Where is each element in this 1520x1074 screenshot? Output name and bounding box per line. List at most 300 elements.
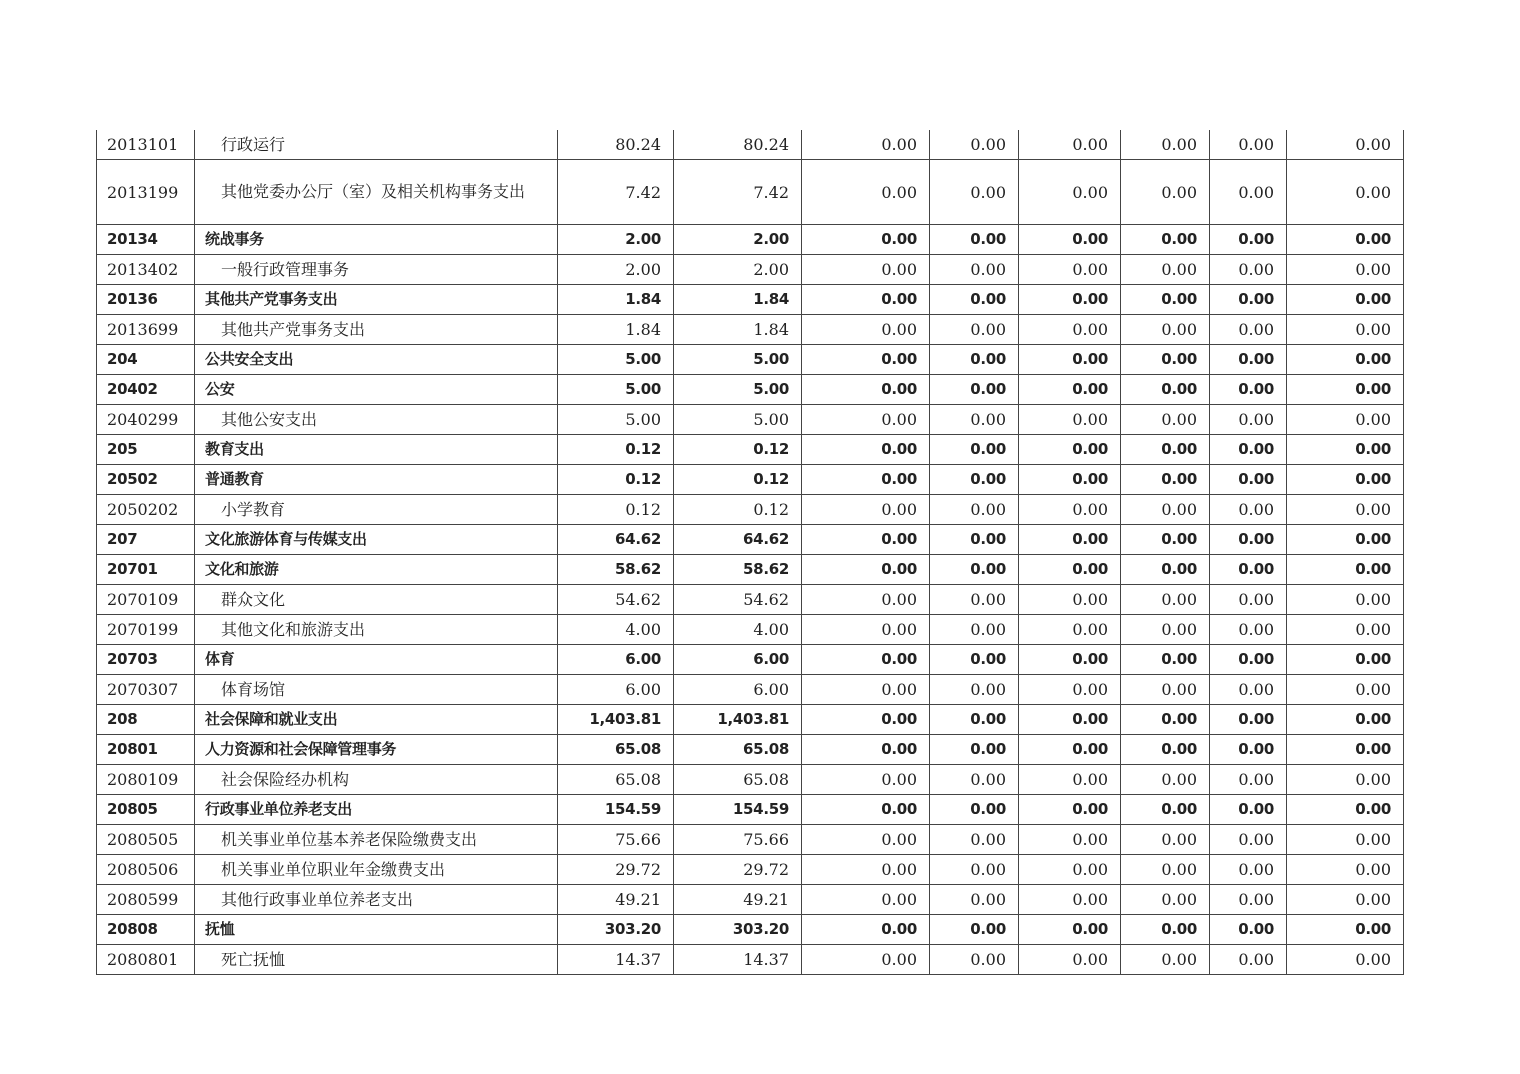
amount-cell: 0.00 [1287, 405, 1404, 435]
amount-cell: 0.00 [1121, 555, 1210, 585]
amount-cell: 0.00 [802, 495, 930, 525]
budget-table-container [96, 130, 1403, 975]
amount-cell: 64.62 [558, 525, 674, 555]
subject-name-text: 体育场馆 [221, 680, 286, 699]
amount-cell: 0.00 [1019, 675, 1121, 705]
subject-name-cell [195, 615, 558, 645]
amount-cell: 54.62 [674, 585, 802, 615]
amount-cell: 0.00 [1210, 915, 1287, 945]
amount-cell: 0.00 [1121, 345, 1210, 375]
amount-cell: 0.00 [1121, 945, 1210, 975]
subject-code-cell: 20402 [97, 375, 195, 405]
amount-cell: 0.00 [802, 855, 930, 885]
subject-name-text: 统战事务 [205, 230, 264, 248]
amount-cell: 0.00 [930, 645, 1019, 675]
table-row [97, 375, 1404, 405]
amount-cell: 0.00 [802, 945, 930, 975]
table-row [97, 525, 1404, 555]
amount-cell: 0.00 [1121, 225, 1210, 255]
budget-expenditure-table [96, 130, 1404, 975]
amount-cell: 0.00 [930, 435, 1019, 465]
amount-cell: 64.62 [674, 525, 802, 555]
amount-cell: 0.00 [802, 615, 930, 645]
amount-cell: 4.00 [674, 615, 802, 645]
amount-cell: 0.00 [1019, 765, 1121, 795]
subject-name-text: 一般行政管理事务 [221, 260, 350, 279]
table-row [97, 705, 1404, 735]
subject-code-cell: 2013699 [97, 315, 195, 345]
amount-cell: 0.00 [1287, 345, 1404, 375]
subject-name-cell [195, 555, 558, 585]
subject-name-text: 群众文化 [221, 590, 286, 609]
amount-cell: 0.00 [1287, 945, 1404, 975]
subject-name-cell [195, 585, 558, 615]
amount-cell: 0.00 [802, 675, 930, 705]
subject-name-cell [195, 885, 558, 915]
amount-cell: 303.20 [558, 915, 674, 945]
amount-cell: 0.00 [1287, 675, 1404, 705]
amount-cell: 54.62 [558, 585, 674, 615]
amount-cell: 1,403.81 [558, 705, 674, 735]
amount-cell: 5.00 [558, 375, 674, 405]
amount-cell: 0.00 [1121, 795, 1210, 825]
subject-name-cell [195, 825, 558, 855]
amount-cell: 58.62 [674, 555, 802, 585]
amount-cell: 1,403.81 [674, 705, 802, 735]
subject-code-cell: 2080506 [97, 855, 195, 885]
table-row [97, 225, 1404, 255]
amount-cell: 0.00 [1210, 495, 1287, 525]
table-row [97, 945, 1404, 975]
table-row [97, 915, 1404, 945]
amount-cell: 0.00 [1019, 160, 1121, 225]
amount-cell: 0.00 [1019, 315, 1121, 345]
amount-cell: 0.12 [674, 465, 802, 495]
amount-cell: 0.00 [1121, 915, 1210, 945]
subject-code-cell: 208 [97, 705, 195, 735]
amount-cell: 0.00 [1121, 585, 1210, 615]
amount-cell: 0.00 [930, 945, 1019, 975]
subject-name-text: 其他公安支出 [221, 410, 318, 429]
subject-name-text: 小学教育 [221, 500, 286, 519]
amount-cell: 0.00 [930, 225, 1019, 255]
subject-name-text: 社会保障和就业支出 [205, 710, 338, 728]
subject-code-cell: 2070307 [97, 675, 195, 705]
amount-cell: 0.00 [930, 765, 1019, 795]
amount-cell: 0.00 [1121, 885, 1210, 915]
amount-cell: 2.00 [674, 225, 802, 255]
amount-cell: 0.00 [930, 375, 1019, 405]
subject-code-cell: 2013101 [97, 130, 195, 160]
table-row [97, 885, 1404, 915]
amount-cell: 75.66 [558, 825, 674, 855]
amount-cell: 0.00 [802, 465, 930, 495]
amount-cell: 0.00 [1210, 225, 1287, 255]
amount-cell: 0.00 [1210, 615, 1287, 645]
subject-name-text: 教育支出 [205, 440, 264, 458]
table-body [97, 130, 1404, 975]
amount-cell: 1.84 [558, 315, 674, 345]
amount-cell: 0.00 [802, 375, 930, 405]
subject-code-cell: 2050202 [97, 495, 195, 525]
amount-cell: 0.00 [1210, 255, 1287, 285]
amount-cell: 0.00 [802, 130, 930, 160]
table-row [97, 405, 1404, 435]
subject-name-cell [195, 255, 558, 285]
amount-cell: 0.00 [930, 825, 1019, 855]
subject-name-text: 公共安全支出 [205, 350, 294, 368]
subject-name-cell [195, 130, 558, 160]
subject-name-cell [195, 465, 558, 495]
amount-cell: 0.00 [1121, 315, 1210, 345]
amount-cell: 0.00 [930, 585, 1019, 615]
amount-cell: 6.00 [674, 675, 802, 705]
subject-code-cell: 20134 [97, 225, 195, 255]
subject-code-cell: 2080505 [97, 825, 195, 855]
amount-cell: 0.00 [1019, 585, 1121, 615]
subject-name-cell [195, 705, 558, 735]
amount-cell: 0.00 [1019, 465, 1121, 495]
amount-cell: 0.00 [930, 885, 1019, 915]
subject-name-text: 普通教育 [205, 470, 264, 488]
amount-cell: 0.00 [930, 285, 1019, 315]
amount-cell: 6.00 [558, 645, 674, 675]
subject-name-cell [195, 645, 558, 675]
amount-cell: 0.00 [1210, 405, 1287, 435]
amount-cell: 0.00 [1019, 915, 1121, 945]
amount-cell: 65.08 [674, 765, 802, 795]
amount-cell: 0.00 [1210, 435, 1287, 465]
subject-name-cell [195, 675, 558, 705]
subject-name-text: 体育 [205, 650, 235, 668]
table-row [97, 735, 1404, 765]
amount-cell: 0.00 [930, 160, 1019, 225]
amount-cell: 5.00 [558, 345, 674, 375]
amount-cell: 1.84 [674, 315, 802, 345]
amount-cell: 0.00 [1287, 525, 1404, 555]
amount-cell: 0.00 [1287, 855, 1404, 885]
amount-cell: 6.00 [558, 675, 674, 705]
subject-name-cell [195, 225, 558, 255]
amount-cell: 0.00 [802, 885, 930, 915]
amount-cell: 0.00 [1121, 465, 1210, 495]
amount-cell: 0.00 [1287, 585, 1404, 615]
subject-name-cell [195, 735, 558, 765]
amount-cell: 0.00 [802, 255, 930, 285]
subject-name-cell [195, 160, 558, 225]
amount-cell: 0.00 [1121, 645, 1210, 675]
amount-cell: 0.00 [1121, 615, 1210, 645]
amount-cell: 0.00 [1019, 885, 1121, 915]
amount-cell: 0.00 [1121, 285, 1210, 315]
subject-code-cell: 2040299 [97, 405, 195, 435]
amount-cell: 0.12 [674, 435, 802, 465]
amount-cell: 0.00 [1121, 825, 1210, 855]
amount-cell: 0.00 [1287, 435, 1404, 465]
amount-cell: 0.00 [1019, 345, 1121, 375]
amount-cell: 0.00 [1210, 285, 1287, 315]
amount-cell: 0.00 [930, 315, 1019, 345]
amount-cell: 0.12 [558, 465, 674, 495]
table-row [97, 160, 1404, 225]
amount-cell: 0.00 [930, 495, 1019, 525]
subject-code-cell: 2080109 [97, 765, 195, 795]
subject-code-cell: 205 [97, 435, 195, 465]
amount-cell: 0.00 [1287, 225, 1404, 255]
table-row [97, 255, 1404, 285]
amount-cell: 0.00 [1210, 375, 1287, 405]
amount-cell: 0.00 [1287, 765, 1404, 795]
table-row [97, 495, 1404, 525]
amount-cell: 0.00 [930, 795, 1019, 825]
amount-cell: 0.00 [802, 765, 930, 795]
subject-name-text: 机关事业单位职业年金缴费支出 [221, 860, 446, 879]
amount-cell: 0.00 [1287, 555, 1404, 585]
amount-cell: 2.00 [558, 255, 674, 285]
subject-code-cell: 20703 [97, 645, 195, 675]
amount-cell: 0.00 [1210, 735, 1287, 765]
amount-cell: 0.00 [1287, 375, 1404, 405]
amount-cell: 0.00 [1210, 855, 1287, 885]
amount-cell: 0.00 [1287, 495, 1404, 525]
amount-cell: 0.00 [1121, 525, 1210, 555]
subject-code-cell: 20808 [97, 915, 195, 945]
subject-name-cell [195, 405, 558, 435]
amount-cell: 0.00 [1210, 345, 1287, 375]
amount-cell: 154.59 [558, 795, 674, 825]
amount-cell: 0.00 [930, 255, 1019, 285]
amount-cell: 0.00 [802, 705, 930, 735]
subject-name-text: 抚恤 [205, 920, 235, 938]
amount-cell: 0.00 [1121, 765, 1210, 795]
table-row [97, 645, 1404, 675]
amount-cell: 0.00 [1121, 855, 1210, 885]
amount-cell: 0.00 [1287, 825, 1404, 855]
amount-cell: 75.66 [674, 825, 802, 855]
amount-cell: 80.24 [674, 130, 802, 160]
subject-code-cell: 2080801 [97, 945, 195, 975]
amount-cell: 0.00 [1019, 285, 1121, 315]
subject-name-cell [195, 795, 558, 825]
subject-name-text: 其他党委办公厅（室）及相关机构事务支出 [221, 182, 526, 201]
subject-name-cell [195, 315, 558, 345]
amount-cell: 0.00 [802, 160, 930, 225]
amount-cell: 0.00 [802, 585, 930, 615]
subject-name-text: 文化旅游体育与传媒支出 [205, 530, 367, 548]
amount-cell: 0.00 [1121, 675, 1210, 705]
subject-name-text: 行政事业单位养老支出 [205, 800, 353, 818]
amount-cell: 14.37 [674, 945, 802, 975]
table-row [97, 465, 1404, 495]
amount-cell: 29.72 [674, 855, 802, 885]
amount-cell: 0.00 [802, 735, 930, 765]
amount-cell: 0.00 [802, 555, 930, 585]
amount-cell: 0.00 [930, 525, 1019, 555]
amount-cell: 0.00 [1019, 130, 1121, 160]
amount-cell: 0.00 [1121, 735, 1210, 765]
amount-cell: 0.00 [1019, 825, 1121, 855]
amount-cell: 0.12 [674, 495, 802, 525]
amount-cell: 0.00 [930, 465, 1019, 495]
amount-cell: 0.00 [1121, 130, 1210, 160]
subject-name-text: 其他共产党事务支出 [221, 320, 366, 339]
subject-name-cell [195, 915, 558, 945]
amount-cell: 0.00 [930, 555, 1019, 585]
table-row [97, 855, 1404, 885]
table-row [97, 585, 1404, 615]
amount-cell: 0.00 [1019, 525, 1121, 555]
subject-name-cell [195, 765, 558, 795]
amount-cell: 0.00 [1287, 615, 1404, 645]
amount-cell: 0.00 [1019, 615, 1121, 645]
subject-name-text: 其他文化和旅游支出 [221, 620, 366, 639]
amount-cell: 0.00 [802, 315, 930, 345]
amount-cell: 0.00 [1121, 405, 1210, 435]
amount-cell: 1.84 [558, 285, 674, 315]
amount-cell: 0.00 [1210, 130, 1287, 160]
amount-cell: 0.00 [802, 405, 930, 435]
amount-cell: 0.00 [802, 285, 930, 315]
amount-cell: 0.00 [1121, 255, 1210, 285]
amount-cell: 0.00 [802, 525, 930, 555]
amount-cell: 0.00 [1210, 555, 1287, 585]
amount-cell: 0.00 [1019, 735, 1121, 765]
amount-cell: 6.00 [674, 645, 802, 675]
amount-cell: 0.00 [1019, 495, 1121, 525]
amount-cell: 0.00 [1287, 885, 1404, 915]
amount-cell: 0.00 [930, 405, 1019, 435]
amount-cell: 65.08 [674, 735, 802, 765]
amount-cell: 7.42 [558, 160, 674, 225]
subject-name-text: 死亡抚恤 [221, 950, 286, 969]
subject-name-text: 公安 [205, 380, 235, 398]
subject-code-cell: 2080599 [97, 885, 195, 915]
amount-cell: 0.00 [1019, 855, 1121, 885]
amount-cell: 0.00 [1287, 705, 1404, 735]
amount-cell: 0.00 [1019, 705, 1121, 735]
amount-cell: 0.00 [1019, 225, 1121, 255]
amount-cell: 0.00 [930, 675, 1019, 705]
amount-cell: 80.24 [558, 130, 674, 160]
amount-cell: 0.00 [1287, 160, 1404, 225]
table-row [97, 795, 1404, 825]
amount-cell: 5.00 [674, 375, 802, 405]
subject-name-text: 社会保险经办机构 [221, 770, 350, 789]
amount-cell: 0.00 [930, 345, 1019, 375]
amount-cell: 2.00 [674, 255, 802, 285]
subject-name-cell [195, 375, 558, 405]
amount-cell: 0.00 [802, 825, 930, 855]
amount-cell: 4.00 [558, 615, 674, 645]
amount-cell: 0.00 [1121, 160, 1210, 225]
table-row [97, 825, 1404, 855]
amount-cell: 14.37 [558, 945, 674, 975]
table-row [97, 130, 1404, 160]
table-row [97, 435, 1404, 465]
amount-cell: 0.00 [1210, 705, 1287, 735]
table-row [97, 765, 1404, 795]
amount-cell: 0.00 [802, 225, 930, 255]
amount-cell: 0.00 [1210, 645, 1287, 675]
subject-name-cell [195, 525, 558, 555]
subject-code-cell: 20801 [97, 735, 195, 765]
amount-cell: 0.00 [930, 915, 1019, 945]
amount-cell: 0.00 [1287, 795, 1404, 825]
amount-cell: 154.59 [674, 795, 802, 825]
amount-cell: 0.00 [1210, 160, 1287, 225]
subject-name-text: 人力资源和社会保障管理事务 [205, 740, 397, 758]
amount-cell: 0.00 [1210, 825, 1287, 855]
amount-cell: 58.62 [558, 555, 674, 585]
subject-code-cell: 2070199 [97, 615, 195, 645]
amount-cell: 49.21 [558, 885, 674, 915]
subject-code-cell: 20136 [97, 285, 195, 315]
amount-cell: 0.00 [802, 645, 930, 675]
subject-name-text: 文化和旅游 [205, 560, 279, 578]
amount-cell: 5.00 [674, 345, 802, 375]
amount-cell: 0.00 [1019, 375, 1121, 405]
subject-name-text: 其他共产党事务支出 [205, 290, 338, 308]
subject-name-cell [195, 945, 558, 975]
amount-cell: 0.00 [1019, 255, 1121, 285]
amount-cell: 0.00 [1210, 675, 1287, 705]
amount-cell: 65.08 [558, 735, 674, 765]
subject-code-cell: 2013199 [97, 160, 195, 225]
subject-code-cell: 207 [97, 525, 195, 555]
amount-cell: 0.00 [802, 795, 930, 825]
amount-cell: 0.00 [1121, 495, 1210, 525]
subject-name-cell [195, 435, 558, 465]
amount-cell: 0.00 [1019, 945, 1121, 975]
amount-cell: 0.00 [930, 615, 1019, 645]
amount-cell: 0.00 [1210, 765, 1287, 795]
subject-code-cell: 20701 [97, 555, 195, 585]
subject-code-cell: 204 [97, 345, 195, 375]
subject-name-text: 行政运行 [221, 135, 286, 154]
amount-cell: 0.00 [802, 435, 930, 465]
amount-cell: 0.00 [930, 130, 1019, 160]
amount-cell: 0.00 [1287, 465, 1404, 495]
amount-cell: 0.00 [1287, 255, 1404, 285]
amount-cell: 5.00 [674, 405, 802, 435]
subject-code-cell: 2013402 [97, 255, 195, 285]
amount-cell: 0.00 [1287, 315, 1404, 345]
amount-cell: 0.00 [1287, 130, 1404, 160]
amount-cell: 0.00 [1019, 435, 1121, 465]
amount-cell: 0.00 [1210, 525, 1287, 555]
subject-name-cell [195, 495, 558, 525]
subject-code-cell: 2070109 [97, 585, 195, 615]
amount-cell: 0.00 [1210, 885, 1287, 915]
table-row [97, 555, 1404, 585]
table-row [97, 315, 1404, 345]
amount-cell: 0.00 [930, 705, 1019, 735]
subject-name-cell [195, 345, 558, 375]
amount-cell: 0.00 [1210, 945, 1287, 975]
amount-cell: 29.72 [558, 855, 674, 885]
subject-name-cell [195, 285, 558, 315]
amount-cell: 2.00 [558, 225, 674, 255]
table-row [97, 345, 1404, 375]
table-row [97, 675, 1404, 705]
amount-cell: 0.00 [1210, 795, 1287, 825]
amount-cell: 7.42 [674, 160, 802, 225]
amount-cell: 0.00 [930, 855, 1019, 885]
amount-cell: 0.00 [802, 915, 930, 945]
amount-cell: 0.00 [1019, 405, 1121, 435]
amount-cell: 0.12 [558, 495, 674, 525]
amount-cell: 0.00 [1019, 795, 1121, 825]
